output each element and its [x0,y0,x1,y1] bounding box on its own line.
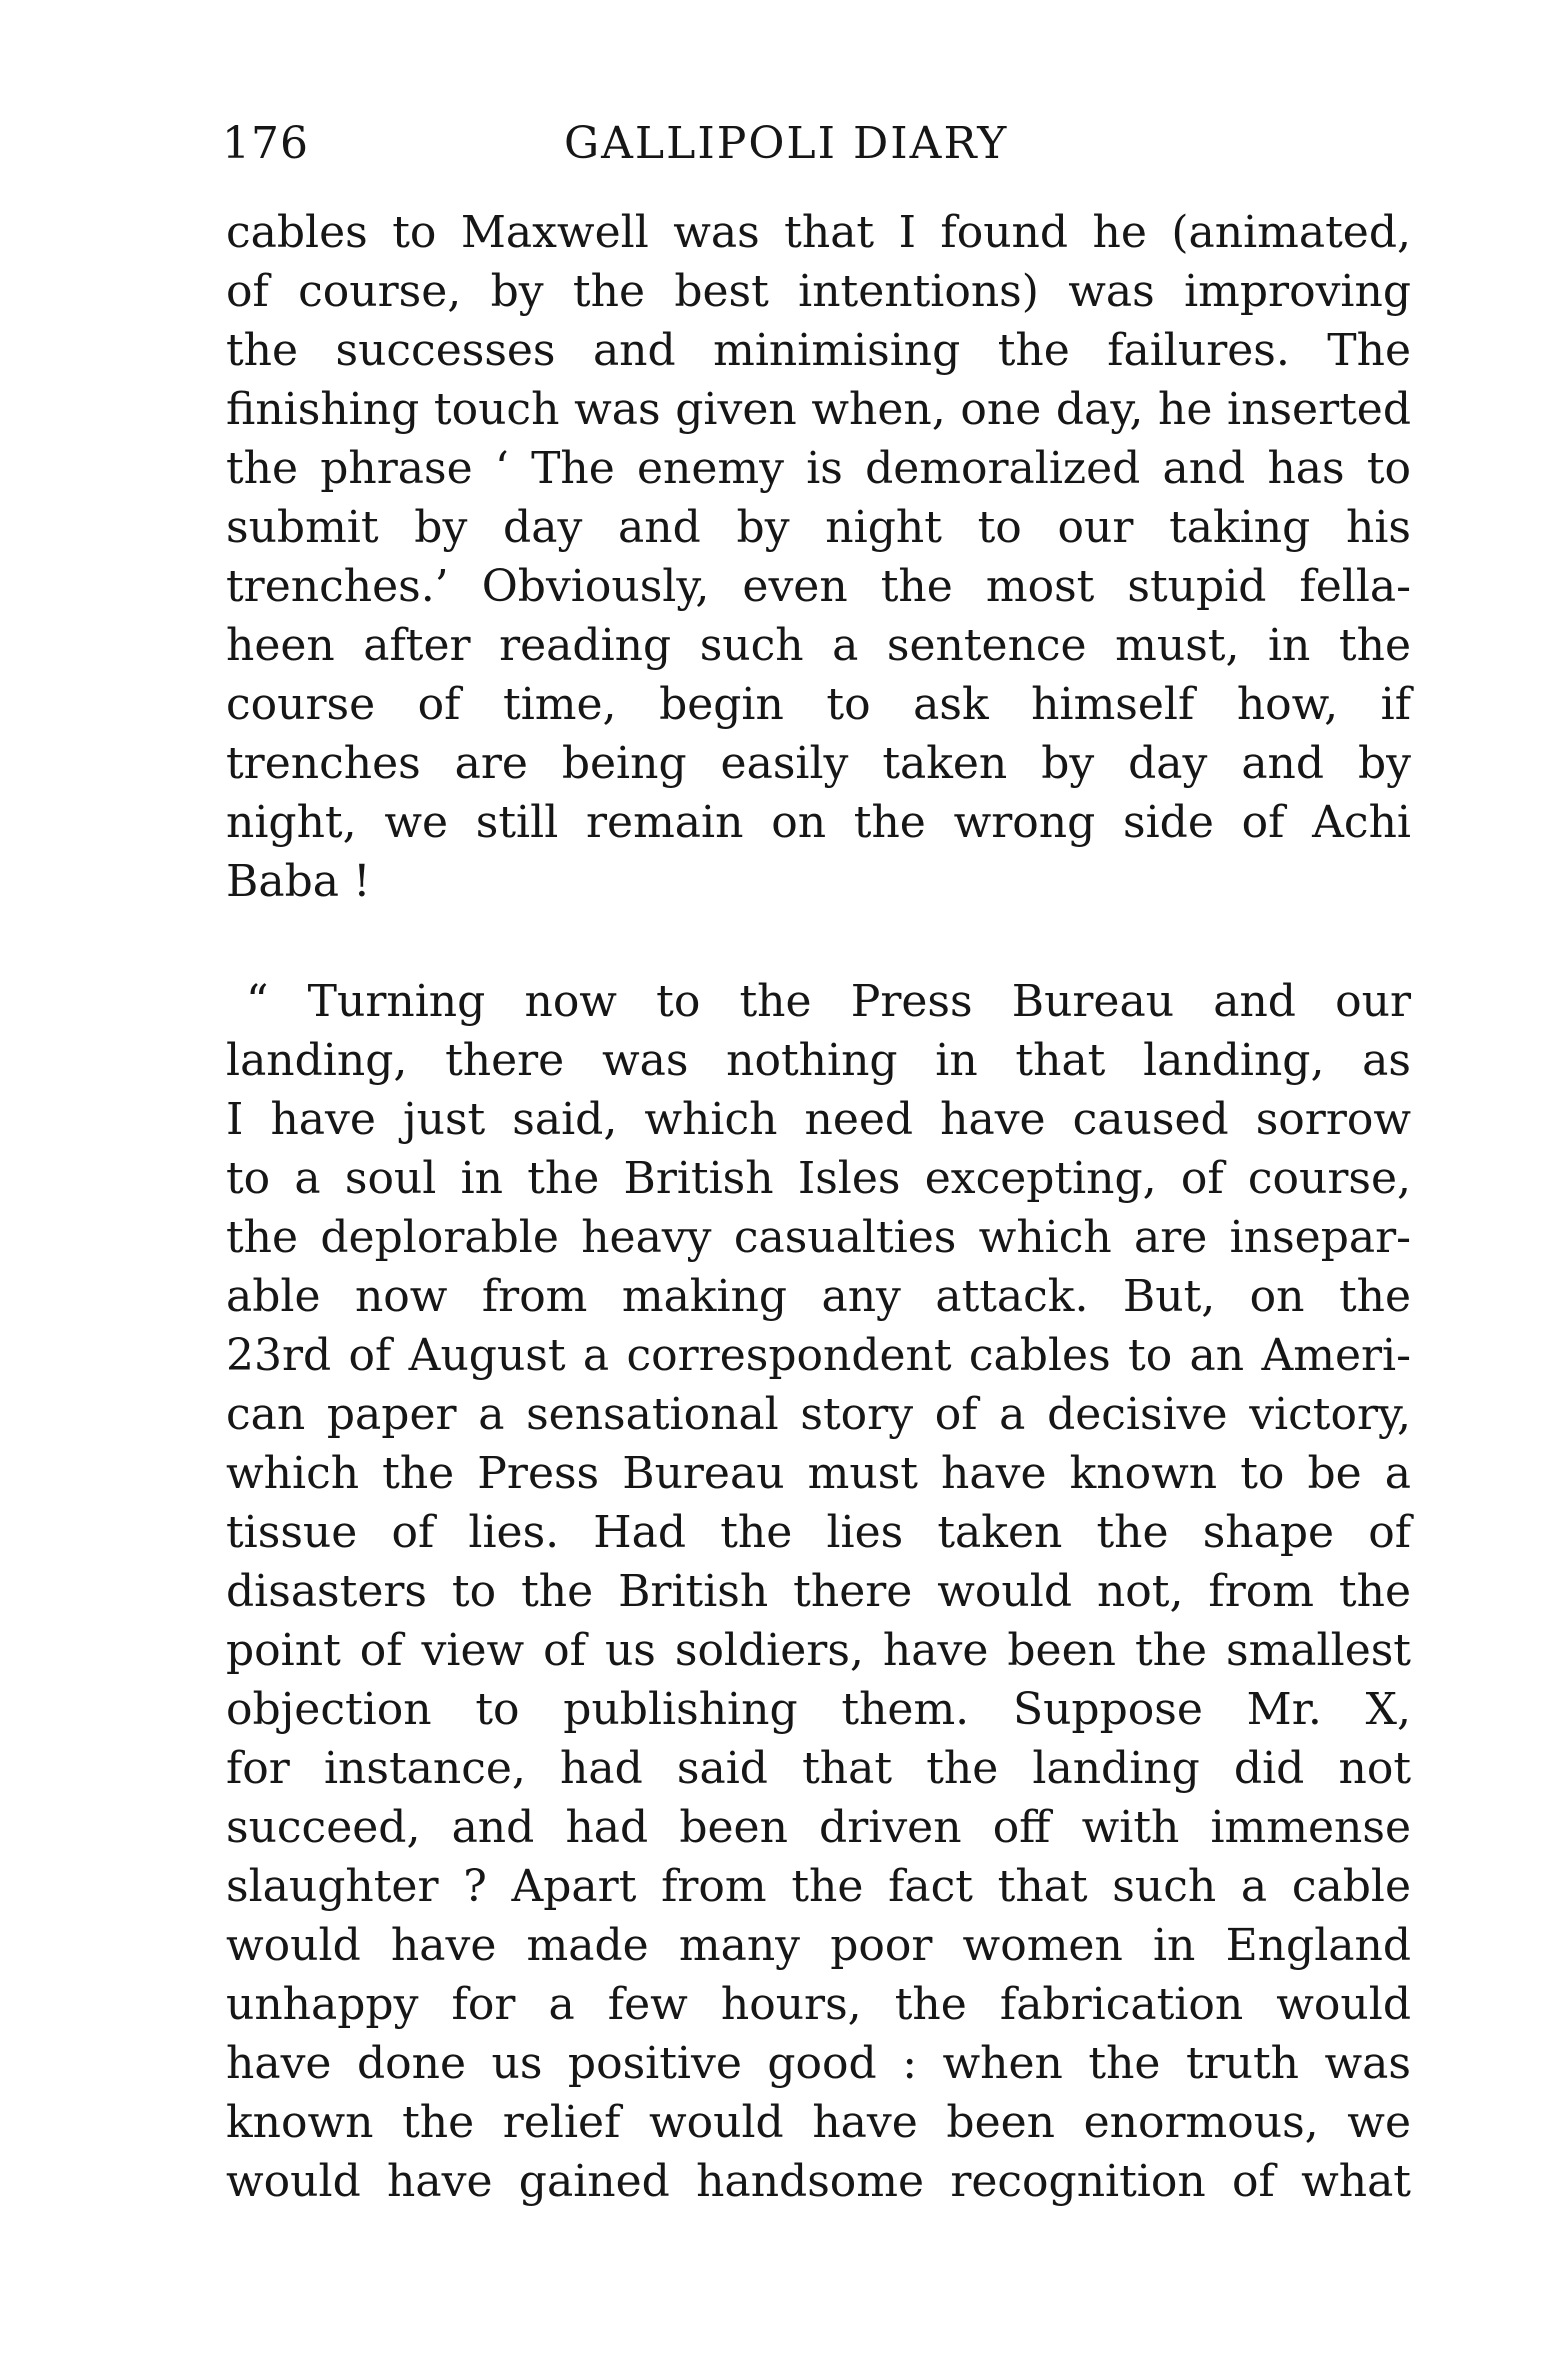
text-line: I have just said, which need have caused sorrow [226,1094,1411,1145]
text-line: tissue of lies. Had the lies taken the shape of [226,1507,1411,1558]
text-line: finishing touch was given when, one day, he inserted [226,384,1411,435]
page-number: 176 [222,118,309,169]
text-line: night, we still remain on the wrong side of Achi [226,797,1411,848]
text-line: can paper a sensational story of a decisive victory, [226,1389,1411,1440]
text-line: cables to Maxwell was that I found he (animated, [226,207,1411,258]
paragraph-2 [226,972,1411,2211]
text-line: landing, there was nothing in that landing, as [226,1035,1411,1086]
text-line: objection to publishing them. Suppose Mr. X, [226,1684,1411,1735]
text-line: known the relief would have been enormous, we [226,2097,1411,2148]
text-line: would have gained handsome recognition of what [226,2156,1411,2207]
text-line: succeed, and had been driven off with immense [226,1802,1411,1853]
text-line: point of view of us soldiers, have been the smallest [226,1625,1411,1676]
text-line: trenches are being easily taken by day and by [226,738,1411,789]
text-line: to a soul in the British Isles excepting, of course, [226,1153,1411,1204]
text-line: of course, by the best intentions) was improving [226,266,1411,317]
running-head [222,118,1417,178]
text-line: the successes and minimising the failures. The [226,325,1411,376]
text-line: trenches.’ Obviously, even the most stupid fella- [226,561,1411,612]
text-line: unhappy for a few hours, the fabrication would [226,1979,1411,2030]
text-line: slaughter ? Apart from the fact that such a cable [226,1861,1411,1912]
text-line: course of time, begin to ask himself how, if [226,679,1411,730]
text-line: the deplorable heavy casualties which are insepar- [226,1212,1411,1263]
text-line: 23rd of August a correspondent cables to an Ameri- [226,1330,1411,1381]
text-line: disasters to the British there would not, from the [226,1566,1411,1617]
paragraph-1 [226,203,1411,911]
text-line: have done us positive good : when the truth was [226,2038,1411,2089]
text-line: would have made many poor women in England [226,1920,1411,1971]
text-line: which the Press Bureau must have known to be a [226,1448,1411,1499]
running-title: GALLIPOLI DIARY [564,118,1009,169]
text-line: able now from making any attack. But, on the [226,1271,1411,1322]
text-line: “ Turning now to the Press Bureau and our [246,976,1411,1027]
text-line: for instance, had said that the landing did not [226,1743,1411,1794]
text-line: the phrase ‘ The enemy is demoralized and has to [226,443,1411,494]
text-line: heen after reading such a sentence must, in the [226,620,1411,671]
text-line: submit by day and by night to our taking his [226,502,1411,553]
text-line: Baba ! [226,856,371,907]
